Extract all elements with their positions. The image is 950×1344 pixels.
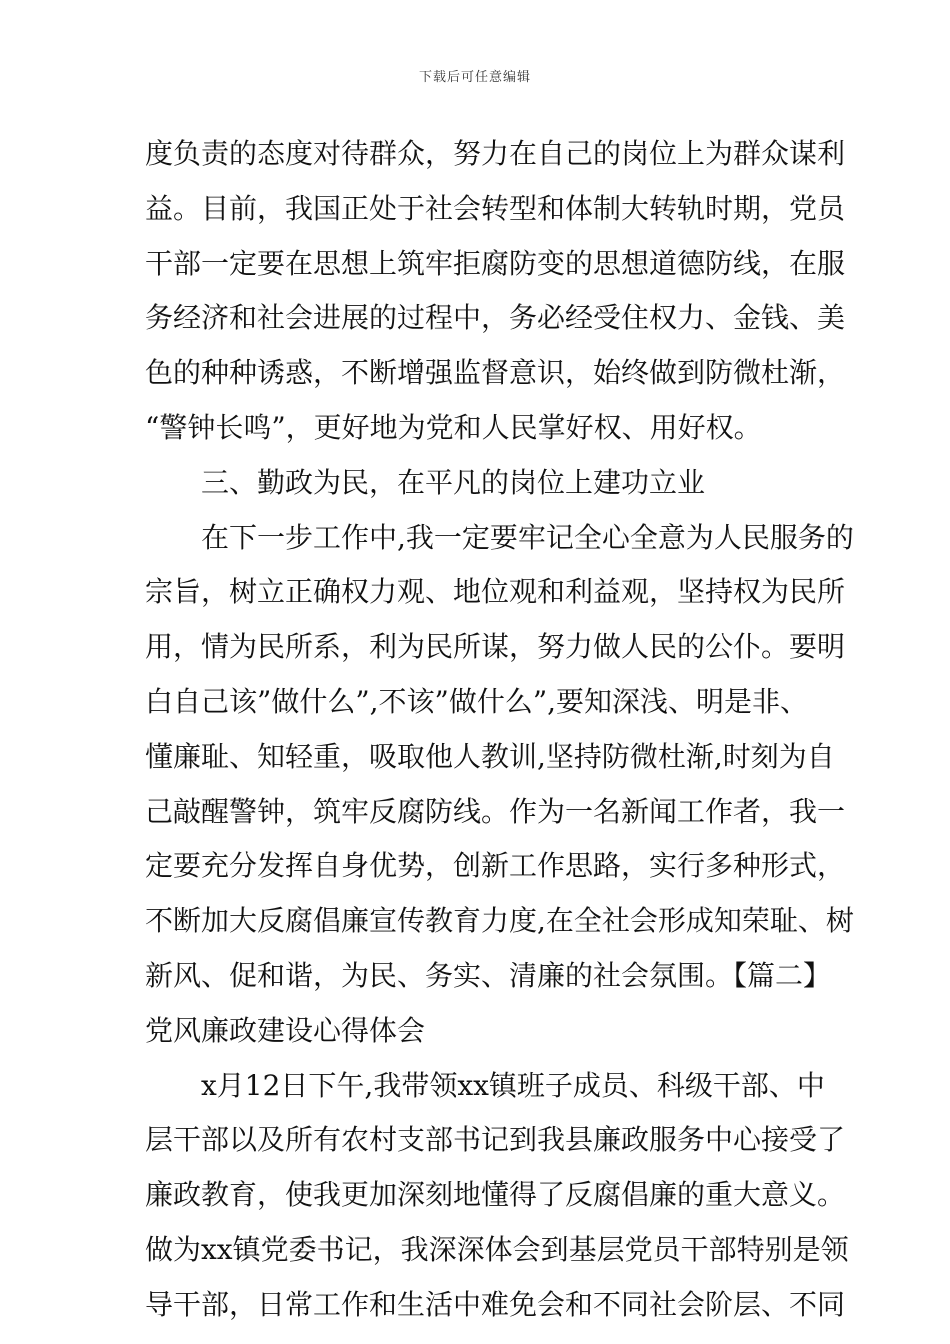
text-line: 层干部以及所有农村支部书记到我县廉政服务中心接受了 (145, 1123, 846, 1157)
header-note: 下载后可任意编辑 (418, 70, 531, 85)
paragraph-first-line: x月12日下午,我带领xx镇班子成员、科级干部、中 (201, 1068, 825, 1102)
text-line: 务经济和社会进展的过程中，务必经受住权力、金钱、美 (145, 301, 846, 335)
text-line: 导干部，日常工作和生活中难免会和不同社会阶层、不同 (145, 1287, 846, 1321)
text-line: 定要充分发挥自身优势，创新工作思路，实行多种形式， (145, 849, 846, 883)
text-line: 益。目前，我国正处于社会转型和体制大转轨时期，党员 (145, 191, 846, 225)
article-title: 党风廉政建设心得体会 (145, 1013, 426, 1047)
body-text (145, 127, 854, 1333)
paragraph-first-line: 在下一步工作中,我一定要牢记全心全意为人民服务的 (201, 520, 854, 554)
text-line: 色的种种诱惑，不断增强监督意识，始终做到防微杜渐， (145, 356, 846, 390)
text-line: 懂廉耻、知轻重，吸取他人教训,坚持防微杜渐,时刻为自 (145, 739, 835, 773)
text-line: 不断加大反腐倡廉宣传教育力度,在全社会形成知荣耻、树 (145, 904, 854, 938)
text-line: 白自己该”做什么”,不该”做什么”,要知深浅、明是非、 (145, 684, 809, 718)
text-line: 廉政教育，使我更加深刻地懂得了反腐倡廉的重大意义。 (145, 1178, 846, 1212)
text-line: 做为xx镇党委书记，我深深体会到基层党员干部特别是领 (145, 1232, 849, 1266)
text-line: 新风、促和谐，为民、务实、清廉的社会氛围。【篇二】 (145, 958, 832, 992)
text-line: 己敲醒警钟，筑牢反腐防线。作为一名新闻工作者，我一 (145, 794, 846, 828)
text-line: 用，情为民所系，利为民所谋，努力做人民的公仆。要明 (145, 630, 846, 664)
text-line: 度负责的态度对待群众，努力在自己的岗位上为群众谋利 (145, 137, 846, 170)
section-heading: 三、勤政为民，在平凡的岗位上建功立业 (201, 465, 706, 499)
text-line: “警钟长鸣”，更好地为党和人民掌好权、用好权。 (145, 410, 762, 444)
text-line: 干部一定要在思想上筑牢拒腐防变的思想道德防线，在服 (145, 246, 846, 280)
text-line: 宗旨，树立正确权力观、地位观和利益观，坚持权为民所 (145, 575, 846, 609)
